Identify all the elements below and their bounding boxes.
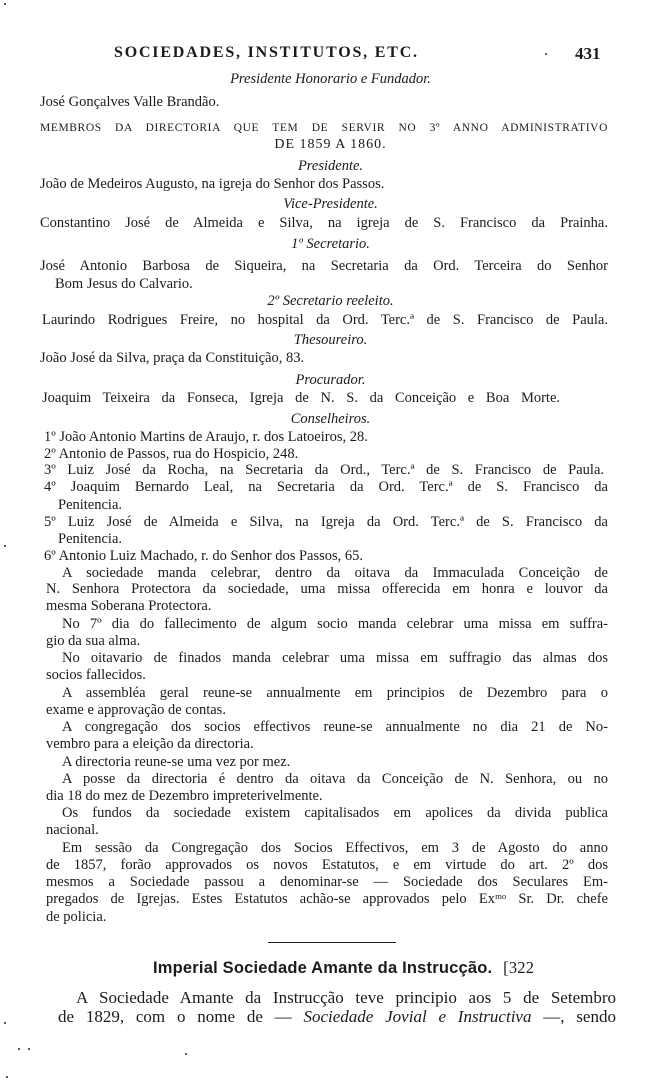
text-line: João José da Silva, praça da Constituição, 83.	[40, 350, 305, 366]
text-line: 5º Luiz José de Almeida e Silva, na Igreja da Ord. Terc.ª de S. Francisco da	[44, 514, 608, 530]
text-line: A assembléa geral reune-se annualmente em principios de Dezembro para o	[62, 685, 608, 701]
italic-name: Sociedade Jovial e Instructiva	[303, 1007, 532, 1026]
running-header: SOCIEDADES, INSTITUTOS, ETC.	[114, 44, 419, 61]
heading-1-secretario: 1º Secretario.	[291, 236, 370, 252]
section-reference: [322	[503, 958, 535, 977]
heading-period: DE 1859 A 1860.	[274, 137, 387, 152]
text-line: A directoria reune-se uma vez por mez.	[62, 754, 291, 770]
text-fragment: —, sendo	[531, 1007, 616, 1026]
text-line: José Gonçalves Valle Brandão.	[40, 94, 220, 110]
heading-conselheiros: Conselheiros.	[290, 411, 371, 427]
stray-dot	[545, 53, 547, 55]
margin-mark	[185, 1053, 187, 1055]
text-line: A sociedade manda celebrar, dentro da oitava da Immaculada Conceição de	[62, 565, 608, 581]
heading-thesoureiro: Thesoureiro.	[293, 332, 368, 348]
heading-vice-presidente: Vice-Presidente.	[283, 196, 378, 212]
heading-presidente: Presidente.	[297, 158, 364, 174]
text-line: 4º Joaquim Bernardo Leal, na Secretaria da Ord. Terc.ª de S. Francisco da	[44, 479, 608, 495]
text-line: Em sessão da Congregação dos Socios Effectivos, em 3 de Agosto do anno	[62, 840, 608, 856]
text-line-mixed	[58, 1007, 616, 1029]
text-line: Bom Jesus do Calvario.	[55, 276, 193, 292]
heading-2-secretario: 2º Secretario reeleito.	[267, 293, 394, 309]
section-divider	[268, 942, 396, 943]
text-line: nacional.	[46, 822, 99, 838]
text-line: gio da sua alma.	[46, 633, 141, 649]
margin-mark	[4, 3, 6, 5]
margin-mark	[6, 1076, 8, 1078]
text-line: No 7º dia do fallecimento de algum socio manda celebrar uma missa em suffra-	[62, 616, 608, 632]
text-line: 6º Antonio Luiz Machado, r. do Senhor dos Passos, 65.	[44, 548, 364, 564]
section-title-text: Imperial Sociedade Amante da Instrucção.	[153, 959, 493, 977]
text-line: dia 18 do mez de Dezembro impreterivelmente.	[46, 788, 323, 804]
text-line: Os fundos da sociedade existem capitalisados em apolices da divida publica	[62, 805, 608, 821]
heading-procurador: Procurador.	[295, 372, 366, 388]
text-line: Penitencia.	[58, 531, 123, 547]
margin-mark	[4, 545, 6, 547]
margin-mark	[28, 1048, 30, 1050]
text-line: mesmos a Sociedade passou a denominar-se — Sociedade dos Seculares Em-	[46, 874, 608, 890]
text-line: A Sociedade Amante da Instrucção teve principio aos 5 de Setembro	[76, 988, 616, 1007]
text-line: de policia.	[46, 909, 107, 925]
margin-mark	[4, 1022, 6, 1024]
heading-membros: MEMBROS DA DIRECTORIA QUE TEM DE SERVIR NO 3º ANNO ADMINISTRATIVO	[40, 122, 608, 134]
text-line: José Antonio Barbosa de Siqueira, na Secretaria da Ord. Terceira do Senhor	[40, 258, 608, 274]
text-line: No oitavario de finados manda celebrar uma missa em suffragio das almas dos	[62, 650, 608, 666]
text-line: Penitencia.	[58, 497, 123, 513]
text-line: de 1857, forão approvados os novos Estatutos, e em virtude do art. 2º dos	[46, 857, 608, 873]
text-line: João de Medeiros Augusto, na igreja do Senhor dos Passos.	[40, 176, 385, 192]
text-fragment: de 1829, com o nome de —	[58, 1007, 304, 1026]
text-line: Laurindo Rodrigues Freire, no hospital da Ord. Terc.ª de S. Francisco de Paula.	[42, 312, 608, 328]
section-title	[153, 958, 534, 978]
text-line: mesma Soberana Protectora.	[46, 598, 212, 614]
text-line: socios fallecidos.	[46, 667, 146, 683]
heading-presidente-honorario: Presidente Honorario e Fundador.	[230, 71, 431, 87]
page-number: 431	[575, 44, 601, 63]
text-line: A congregação dos socios effectivos reune-se annualmente no dia 21 de No-	[62, 719, 608, 735]
text-line: 2º Antonio de Passos, rua do Hospicio, 248.	[44, 446, 299, 462]
text-line: vembro para a eleição da directoria.	[46, 736, 254, 752]
margin-mark	[18, 1048, 20, 1050]
text-line: 1º João Antonio Martins de Araujo, r. dos Latoeiros, 28.	[44, 429, 368, 445]
text-line: A posse da directoria é dentro da oitava da Conceição de N. Senhora, ou no	[62, 771, 608, 787]
text-line: 3º Luiz José da Rocha, na Secretaria da Ord., Terc.ª de S. Francisco de Paula.	[44, 462, 604, 478]
text-line: Constantino José de Almeida e Silva, na igreja de S. Francisco da Prainha.	[40, 215, 608, 231]
text-line: exame e approvação de contas.	[46, 702, 226, 718]
text-line: pregados de Igrejas. Estes Estatutos achão-se approvados pelo Exᵐᵒ Sr. Dr. chefe	[46, 891, 608, 907]
text-line: Joaquim Teixeira da Fonseca, Igreja de N. S. da Conceição e Boa Morte.	[42, 390, 560, 406]
text-line: N. Senhora Protectora da sociedade, uma missa offerecida em honra e louvor da	[46, 581, 608, 597]
